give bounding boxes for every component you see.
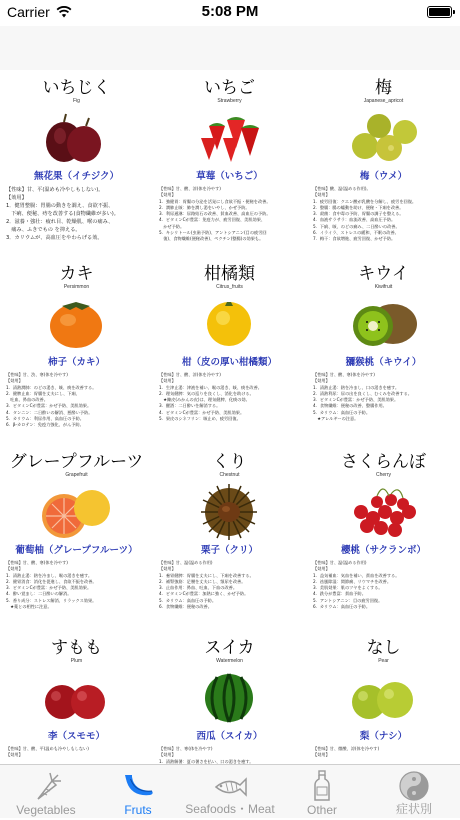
navigation-bar	[0, 26, 460, 70]
note-line: ★薬との相性に注意。	[6, 604, 52, 610]
fruit-name: カキ	[59, 264, 94, 284]
note-line: 5．香り成分：ストレス解消、リラックス効果。	[6, 597, 97, 603]
note-line: 2．整腸：腸の蠕動を助け、便秘・下痢を改善。	[313, 204, 404, 210]
fruit-english-name: Chestnut	[219, 472, 240, 478]
note-line: ★アレルギーの注意。	[313, 416, 359, 422]
yin-yang-icon	[396, 769, 432, 803]
note-line: 【効用】	[6, 378, 23, 384]
fruit-notes	[313, 746, 455, 759]
note-line: 5．カリウム：高血圧の予防。	[313, 409, 371, 415]
fruit-photo	[179, 290, 279, 352]
fruit-name: くり	[212, 452, 247, 472]
note-line: 1．清熱解暑：夏の暑さを払い、口の渇きを癒す。	[159, 758, 254, 764]
fruit-card[interactable]	[153, 444, 306, 634]
note-line: 【性味】甘、酸、寒(体を冷やす)	[6, 560, 68, 565]
note-line: 1．清熱止渇：熱を冷まし、口の渇きを癒す。	[313, 384, 400, 390]
fruit-grid[interactable]	[0, 70, 460, 764]
fruit-english-name: Strawberry	[217, 98, 242, 104]
fruit-kanji-name: 草莓（いちご）	[196, 171, 263, 182]
status-bar	[0, 0, 460, 26]
note-line: 1．疲労回復：クエン酸が乳酸を分解し、疲労を回復。	[313, 198, 417, 204]
note-line: 6．イライラ、ストレスの緩和、不眠の改善。	[313, 230, 399, 236]
note-line: 5．果皮のシネフリン：咳止め、疲労回復。	[159, 416, 241, 422]
note-line: 4．血液サラサラ：血流改善、高血圧予防。	[313, 217, 396, 223]
note-line: 吐血、鼻血の改善。	[6, 397, 48, 403]
fruit-english-name: Fig	[73, 98, 80, 104]
fruit-kanji-name: 柿子（カキ）	[47, 357, 105, 368]
tab-bar	[0, 764, 460, 818]
note-line: 3．利尿通淋：尿路結石の改善、貧血改善、高血圧の予防。	[159, 211, 271, 217]
note-line: 4．タンニン：二日酔いの解消、悪酔い予防。	[6, 409, 93, 415]
fruit-photo	[26, 104, 126, 166]
fruit-name: いちじく	[42, 78, 111, 98]
battery-icon	[427, 6, 452, 18]
note-line: 1．清熱止渇：熱を冷まし、喉の渇きを癒す。	[6, 572, 93, 578]
note-line: 4．ビタミンCが豊富：かぜ予防、美肌効果。	[159, 409, 245, 415]
fruit-kanji-name: 柑（皮の厚い柑橘類）	[181, 357, 277, 368]
fruit-card[interactable]	[307, 70, 460, 260]
fruit-photo	[333, 290, 433, 352]
note-line: 【効用】	[313, 378, 330, 384]
fruit-notes	[313, 186, 455, 243]
fruit-english-name: Japanese_apricot	[363, 98, 404, 104]
fruit-card[interactable]	[307, 256, 460, 446]
fruit-name: 柑橘類	[204, 264, 255, 284]
note-line: 5．カリウム：利尿作用、高血圧の予防。	[6, 416, 84, 422]
fruit-english-name: Grapefruit	[65, 472, 88, 478]
note-line: 3．止血作用：鼻血、吐血、下血の改善。	[159, 585, 238, 591]
fruit-notes	[313, 372, 455, 422]
fruit-notes	[159, 372, 301, 422]
fruit-kanji-name: 栗子（クリ）	[200, 545, 258, 556]
banana-icon	[120, 769, 156, 803]
fruit-card[interactable]	[153, 256, 306, 446]
fruit-photo	[179, 478, 279, 540]
fruit-photo	[26, 290, 126, 352]
note-line: 2．健脾止血：胃腸を丈夫にし、下痢、	[6, 390, 80, 396]
note-line: 1．健胃整腸：胃腸の動きを調え、食欲不振、	[6, 203, 114, 209]
note-line: 4．食物繊維：便秘の改善、整腸作用。	[313, 403, 387, 409]
fruit-english-name: Plum	[70, 658, 83, 664]
carrot-icon	[28, 769, 64, 803]
fruit-card[interactable]	[153, 70, 306, 260]
fruit-english-name: Cherry	[375, 472, 391, 478]
fruit-kanji-name: 梨（ナシ）	[359, 731, 408, 742]
note-line: 2．健胃消食：消化を促進し、食欲不振を改善。	[6, 578, 97, 584]
note-line: 3．美肌効果：肌のツヤをよくする。	[313, 585, 383, 591]
fruit-photo	[179, 664, 279, 726]
note-line: 【性味】甘、微酸、涼(体を冷やす)	[313, 746, 380, 751]
fruit-photo	[333, 104, 433, 166]
note-line: 5．下痢、咳、のどの痛み、二日酔いの改善。	[313, 223, 400, 229]
fruit-name: スイカ	[204, 638, 255, 658]
fruit-english-name: Citrus_fruits	[216, 284, 243, 290]
fruit-notes	[6, 560, 148, 610]
note-line: 4．鉄分が豊富：貧血予防。	[313, 591, 366, 597]
note-line: 【効用】	[159, 378, 176, 384]
note-line: 2．祛風除湿：関節痛、リウマチを改善。	[313, 578, 392, 584]
note-line: 2．潤肺止咳：肺を潤し渇をいやし、かぜ予防。	[159, 204, 250, 210]
fruit-card[interactable]	[0, 444, 153, 634]
note-line: 6．β-カロテン：免疫力強化、がん予防。	[6, 422, 84, 428]
note-line: 1．養胃健脾：胃腸を丈夫にし、下痢を改善する。	[159, 572, 254, 578]
note-line: 【性味】甘、渋、寒(体を冷やす)	[6, 372, 68, 377]
fruit-name: すもも	[51, 638, 102, 658]
fruit-english-name: Kiwifruit	[374, 284, 393, 290]
note-line: 【性味】酸、温(温める作用)。	[313, 186, 371, 191]
note-line: 【効用】	[313, 566, 330, 572]
note-line: 【効用】	[313, 192, 330, 198]
note-line: 2．補腎強筋：足腰を丈夫にし、頻尿を改善。	[159, 578, 246, 584]
fruit-notes	[313, 560, 455, 610]
fruit-kanji-name: 獼猴桃（キウイ）	[345, 357, 422, 368]
fruit-english-name: Persimmon	[63, 284, 90, 290]
note-line: 【効用】	[159, 566, 176, 572]
fruit-photo	[333, 478, 433, 540]
note-line: 6．カリウム：高血圧の予防。	[313, 604, 371, 610]
carrier-label: Carrier	[7, 4, 50, 20]
fruit-kanji-name: 梅（ウメ）	[359, 171, 408, 182]
note-line: 【性味】甘、温(温める作用)	[159, 560, 213, 565]
note-line: 5．キシリトール(虫歯予防)、アントシアニン(目の疲労回	[159, 230, 267, 236]
fruit-english-name: Watermelon	[216, 658, 243, 664]
fruit-photo	[333, 664, 433, 726]
note-line: 1．強健胃：胃腸の分泌を活発にし食欲不振・便秘を改善。	[159, 198, 271, 204]
note-line: 3．ビタミンCが豊富：かぜ予防、美肌効果。	[313, 397, 399, 403]
note-line: 【性味】甘、寒(体を冷やす)	[159, 746, 213, 751]
note-line: 4．ビタミンCが豊富：免疫力が、疲労回復、美肌効果、	[159, 217, 266, 223]
note-line: 【効用】	[159, 192, 176, 198]
fruit-kanji-name: 葡萄柚（グレープフルーツ）	[15, 545, 138, 556]
fruit-notes	[159, 560, 301, 610]
note-line: 下痢、便秘、痔を改善する(食物繊維が多い)。	[6, 211, 119, 217]
fruit-kanji-name: 櫻桃（サクランボ）	[340, 545, 427, 556]
note-line: 痛み、ふきでもの を抑える。	[6, 227, 81, 233]
note-line: 【性味】甘、酸、寒(体を冷やす)	[313, 372, 375, 377]
note-line: 【性味】甘、酸、涼(体を冷やす)	[159, 186, 221, 191]
fruit-card[interactable]	[307, 444, 460, 634]
note-line: 1．清熱潤肺：のどの渇き、咳、痰を改善する。	[6, 384, 97, 390]
fruit-name: なし	[366, 638, 401, 658]
fruit-photo	[179, 104, 279, 166]
note-line: 4．酔い覚まし：二日酔いの解消。	[6, 591, 72, 597]
note-line: 【性味】甘、酸、平(温めも冷やしもしない)	[6, 746, 89, 751]
tab-vegetables[interactable]: Vegetables	[0, 765, 92, 819]
note-line: 1．生津止渇：津液を補い、喉の渇き、咳、痰を改善。	[159, 384, 262, 390]
fruit-name: グレープフルーツ	[9, 452, 144, 472]
fruit-english-name: Pear	[378, 658, 389, 664]
note-line: 【性味】甘、平(温めも冷やしもしない)。	[6, 187, 104, 193]
note-line: 【性味】甘、酸、涼(体を冷やす)	[159, 372, 221, 377]
tab-fruits[interactable]: Fruts	[92, 765, 184, 819]
note-line: 5．アントシアニン：目の疲労回復。	[313, 597, 383, 603]
clock: 5:08 PM	[201, 3, 259, 20]
note-line: 4．ビタミンCが豊富：加熱に強く、かぜ予防。	[159, 591, 249, 597]
tab-seafoods-meat[interactable]: Seafoods・Meat	[184, 765, 276, 819]
fruit-notes	[159, 186, 301, 243]
fruit-photo	[26, 664, 126, 726]
note-line: 【効用】	[6, 752, 23, 758]
fruit-card[interactable]	[0, 70, 153, 260]
note-line: 3．カリウムが、高血圧をやわらげる効。	[6, 235, 103, 241]
note-line: ★陳皮(みかんの皮)は、理気健脾、化痰の効。	[159, 397, 250, 403]
fruit-kanji-name: 無花果（イチジク）	[33, 171, 120, 182]
fruit-kanji-name: 西瓜（スイカ）	[196, 731, 263, 742]
tab-symptoms[interactable]: 症状別	[368, 765, 460, 819]
note-line: 【効用】	[6, 195, 27, 201]
note-line: 2．清熱利尿：尿の出を良くし、むくみを改善する。	[313, 390, 412, 396]
note-line: 3．醒酒：二日酔いを解消する。	[159, 403, 221, 409]
fruit-name: さくらんぼ	[341, 452, 426, 472]
bottle-icon	[304, 769, 340, 803]
fruit-card[interactable]	[0, 256, 153, 446]
note-line: 7．梅干：食欲増進、疲労回復、かぜ予防。	[313, 236, 396, 242]
note-line: 3．殺菌：食中毒の予防、胃腸の調子を整える。	[313, 211, 404, 217]
fruit-photo	[26, 478, 126, 540]
note-line: 【効用】	[313, 752, 330, 758]
note-line: 6．食物繊維：便秘の改善。	[159, 604, 212, 610]
note-line: 2．滋養・強壮：疲れ目、乾燥肌、喉の痛み、	[6, 219, 114, 225]
fruit-name: いちご	[204, 78, 255, 98]
fruit-notes	[6, 372, 148, 429]
fruit-name: キウイ	[358, 264, 409, 284]
tab-other[interactable]: Other	[276, 765, 368, 819]
fruit-notes	[6, 746, 148, 759]
note-line: 3．ビタミンCが豊富：かぜ予防、美肌効果。	[6, 403, 92, 409]
note-line: 復)、食物繊維(便秘改善)、ペクチン(整腸)の効果も。	[159, 236, 264, 242]
note-line: 1．益気補血：気血を補い、貧血を改善する。	[313, 572, 400, 578]
note-line: 3．ビタミンCが豊富：かぜ予防、美肌効果。	[6, 585, 92, 591]
note-line: かぜ予防。	[159, 223, 185, 229]
note-line: 【効用】	[159, 752, 176, 758]
note-line: 【効用】	[6, 566, 23, 572]
note-line: 【性味】甘、温(温める作用)	[313, 560, 367, 565]
fruit-notes	[6, 186, 148, 242]
fruit-name: 梅	[375, 78, 392, 98]
note-line: 5．カリウム：高血圧の予防。	[159, 597, 217, 603]
fruit-kanji-name: 李（スモモ）	[47, 731, 105, 742]
fish-icon	[212, 769, 248, 803]
note-line: 2．理気健脾：気の巡りを良くし、消化を助ける。	[159, 390, 254, 396]
